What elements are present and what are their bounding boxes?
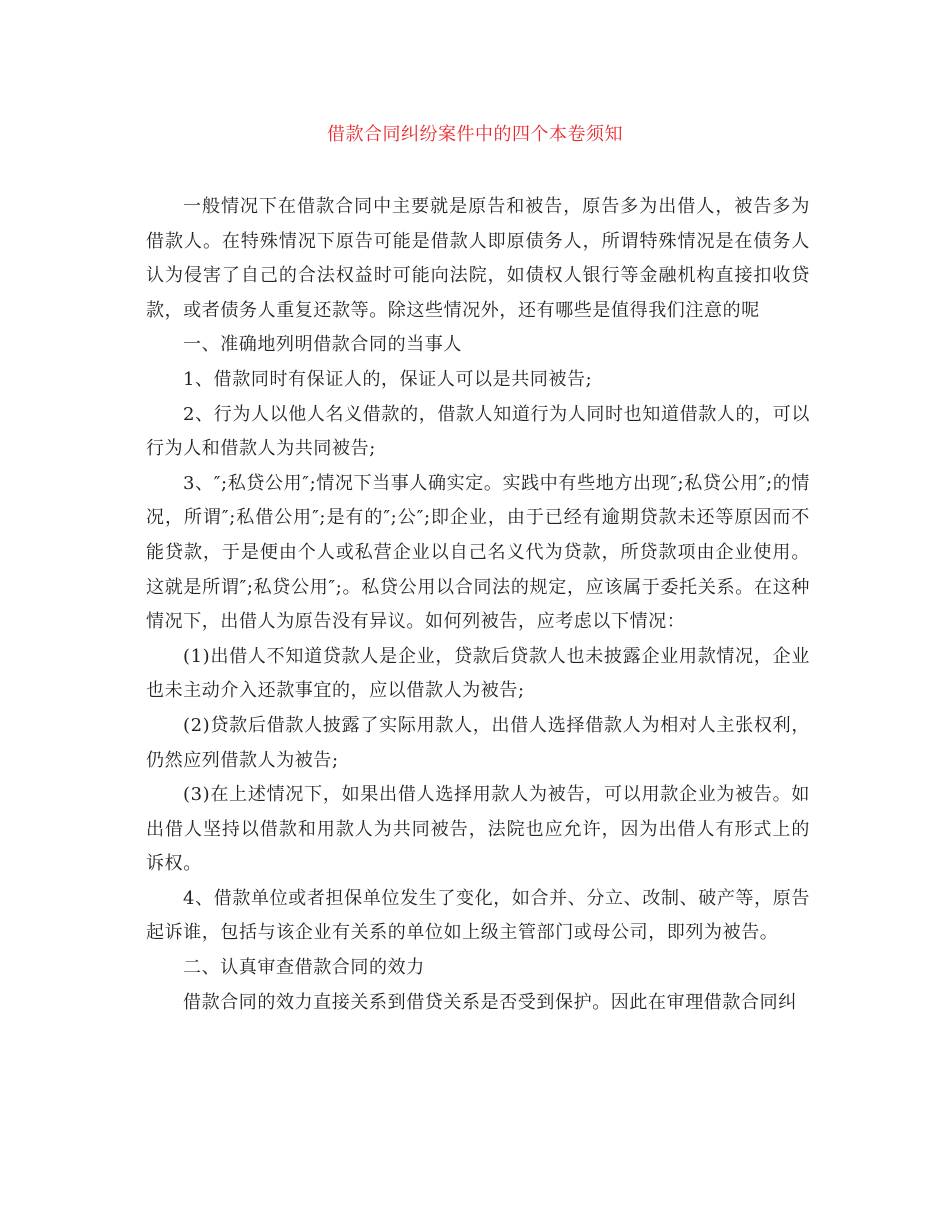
paragraph-item-3: 3、″;私贷公用″;情况下当事人确实定。实践中有些地方出现″;私贷公用″;的情况，所谓″;私借公用″;是有的″;公″;即企业，由于已经有逾期贷款未还等原因而不能贷款，于是便由个人或私营企业以自己名义代为贷款，所贷款项由企业使用。这就是所谓″;私贷公用″;。私贷公用以合同法的规定，应该属于委托关系。在这种情况下，出借人为原告没有异议。如何列被告，应考虑以下情况： xyxy=(146,472,810,633)
paragraph-item-4: 4、借款单位或者担保单位发生了变化，如合并、分立、改制、破产等，原告起诉谁，包括与该企业有关系的单位如上级主管部门或母公司，即列为被告。 xyxy=(146,887,810,944)
document-title: 借款合同纠纷案件中的四个本卷须知 xyxy=(327,124,623,145)
paragraph-section-2-text: 借款合同的效力直接关系到借贷关系是否受到保护。因此在审理借款合同纠 xyxy=(183,991,797,1013)
document-body xyxy=(146,190,810,1020)
heading-section-2: 二、认真审查借款合同的效力 xyxy=(183,957,425,979)
paragraph-item-2: 2、行为人以他人名义借款的，借款人知道行为人同时也知道借款人的，可以行为人和借款人为共同被告; xyxy=(146,403,810,460)
paragraph-subitem-1: (1)出借人不知道贷款人是企业，贷款后贷款人也未披露企业用款情况，企业也未主动介入还款事宜的，应以借款人为被告; xyxy=(146,645,810,702)
paragraph-subitem-3: (3)在上述情况下，如果出借人选择用款人为被告，可以用款企业为被告。如出借人坚持以借款和用款人为共同被告，法院也应允许，因为出借人有形式上的诉权。 xyxy=(146,784,810,875)
paragraph-item-1: 1、借款同时有保证人的，保证人可以是共同被告; xyxy=(183,368,593,390)
paragraph-intro: 一般情况下在借款合同中主要就是原告和被告，原告多为出借人，被告多为借款人。在特殊情况下原告可能是借款人即原债务人，所谓特殊情况是在债务人认为侵害了自己的合法权益时可能向法院，如债权人银行等金融机构直接扣收贷款，或者债务人重复还款等。除这些情况外，还有哪些是值得我们注意的呢 xyxy=(146,196,810,321)
paragraph-subitem-2: (2)贷款后借款人披露了实际用款人，出借人选择借款人为相对人主张权利，仍然应列借款人为被告; xyxy=(146,714,810,771)
heading-section-1: 一、准确地列明借款合同的当事人 xyxy=(183,334,462,356)
